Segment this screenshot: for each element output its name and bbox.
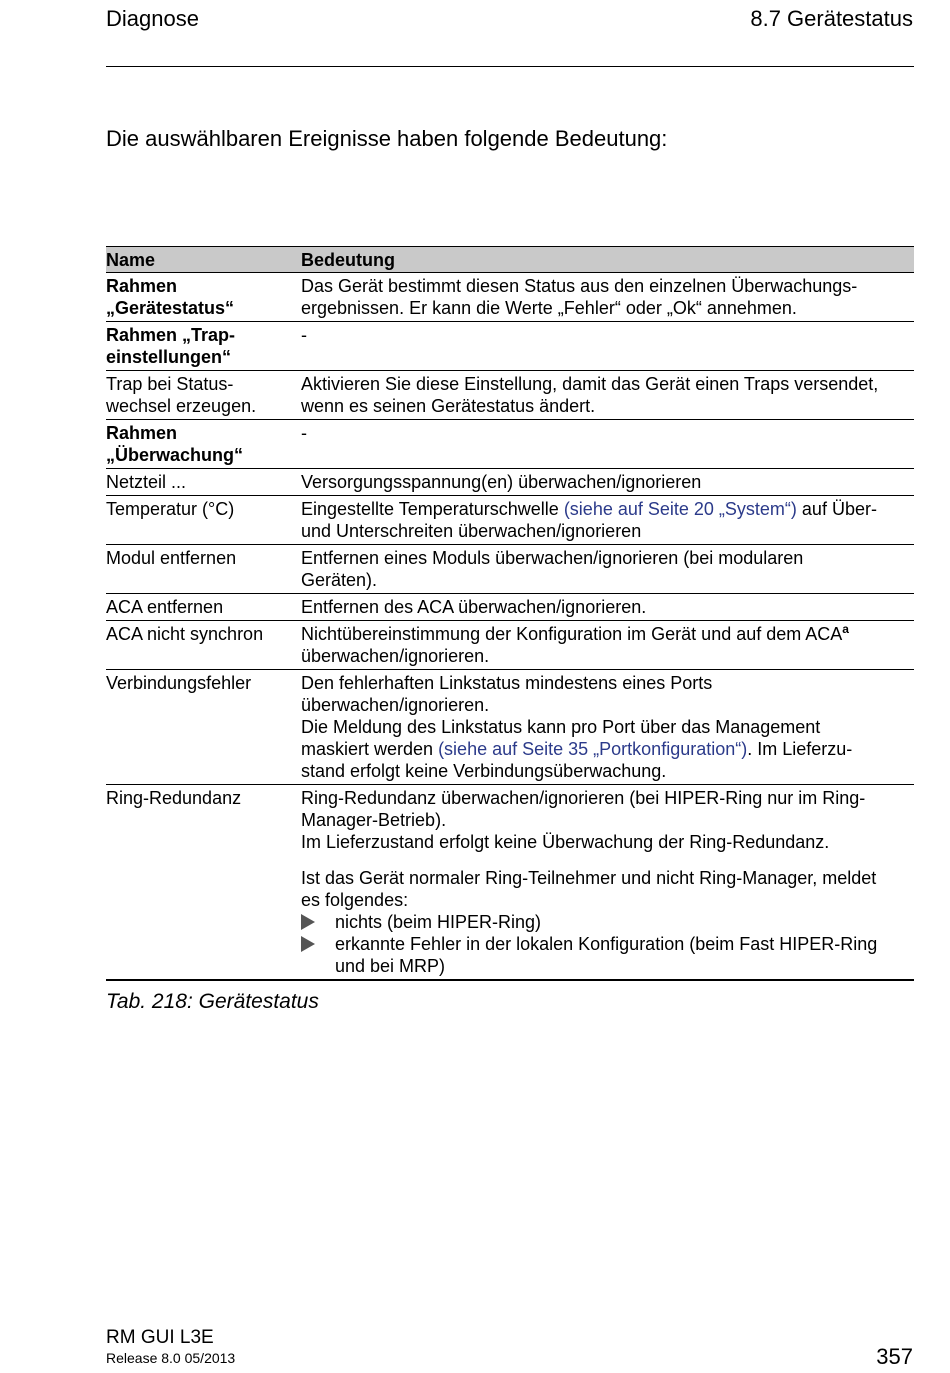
- intro-text: Die auswählbaren Ereignisse haben folgende Bedeutung:: [106, 126, 668, 151]
- row-meaning: Aktivieren Sie diese Einstellung, damit das Gerät einen Traps versendet, wenn es seinen Gerätestatus ändert.: [301, 371, 914, 420]
- table-row: [106, 670, 914, 785]
- row-name: Ring-Redundanz: [106, 785, 301, 981]
- table-row: [106, 322, 914, 371]
- footer-doc-title: RM GUI L3E: [106, 1327, 214, 1348]
- triangle-bullet-icon: [301, 936, 315, 952]
- row-name: Trap bei Status- wechsel erzeugen.: [106, 371, 301, 420]
- footer-release: Release 8.0 05/2013: [106, 1350, 236, 1366]
- row-meaning: Den fehlerhaften Linkstatus mindestens eines Ports überwachen/ignorieren. Die Meldung des Linkstatus kann pro Port über das Management maskiert werden (siehe auf Seite 35 „Portkonfiguration“). Im Lieferzu- stand erfolgt keine Verbindungsüberwachung.: [301, 670, 914, 785]
- row-meaning: -: [301, 322, 914, 371]
- row-name: Rahmen „Trap- einstellungen“: [106, 322, 301, 371]
- page-link-portkonfiguration[interactable]: (siehe auf Seite 35 „Portkonfiguration“): [438, 739, 748, 759]
- row-meaning: Entfernen des ACA überwachen/ignorieren.: [301, 594, 914, 621]
- row-name: Temperatur (°C): [106, 496, 301, 545]
- table-row: [106, 621, 914, 670]
- header-rule: [106, 66, 914, 67]
- table-header-row: [106, 247, 914, 273]
- row-meaning: Versorgungsspannung(en) überwachen/ignorieren: [301, 469, 914, 496]
- col-header-name: Name: [106, 247, 301, 273]
- status-table: [106, 246, 914, 981]
- row-meaning: Eingestellte Temperaturschwelle (siehe auf Seite 20 „System“) auf Über- und Unterschreiten überwachen/ignorieren: [301, 496, 914, 545]
- header-chapter: Diagnose: [106, 6, 199, 31]
- footnote-marker: a: [842, 622, 849, 636]
- header-section: 8.7 Gerätestatus: [750, 6, 913, 31]
- row-meaning: Das Gerät bestimmt diesen Status aus den einzelnen Überwachungs- ergebnissen. Er kann die Werte „Fehler“ oder „Ok“ annehmen.: [301, 273, 914, 322]
- row-name: ACA nicht synchron: [106, 621, 301, 670]
- row-name: Verbindungsfehler: [106, 670, 301, 785]
- row-meaning: Entfernen eines Moduls überwachen/ignorieren (bei modularen Geräten).: [301, 545, 914, 594]
- table-row: [106, 371, 914, 420]
- page-link-system[interactable]: (siehe auf Seite 20 „System“): [563, 499, 797, 519]
- row-meaning: -: [301, 420, 914, 469]
- bullet-item: erkannte Fehler in der lokalen Konfiguration (beim Fast HIPER-Ring und bei MRP): [301, 933, 906, 977]
- triangle-bullet-icon: [301, 914, 315, 930]
- row-meaning: Ring-Redundanz überwachen/ignorieren (bei HIPER-Ring nur im Ring- Manager-Betrieb). Im Lieferzustand erfolgt keine Überwachung der Ring-Redundanz. Ist das Gerät normaler Ring-Teilnehmer und nicht Ring-Manager, meldet es folgendes: nichts (beim HIPER-Ring) erkannte Fehler in der lokalen Konfiguration (beim Fast HIPER-Ring und bei MRP): [301, 785, 914, 981]
- row-name: Rahmen „Überwachung“: [106, 420, 301, 469]
- row-name: Rahmen „Gerätestatus“: [106, 273, 301, 322]
- table-row: [106, 594, 914, 621]
- table-row: [106, 785, 914, 981]
- page-number: 357: [876, 1344, 913, 1369]
- row-name: ACA entfernen: [106, 594, 301, 621]
- row-meaning: Nichtübereinstimmung der Konfiguration im Gerät und auf dem ACA$^a$ überwachen/ignorieren.: [301, 621, 914, 670]
- bullet-item: nichts (beim HIPER-Ring): [301, 911, 906, 933]
- table-row: [106, 273, 914, 322]
- table-row: [106, 496, 914, 545]
- table-row: [106, 420, 914, 469]
- table-row: [106, 545, 914, 594]
- col-header-meaning: Bedeutung: [301, 247, 914, 273]
- row-name: Modul entfernen: [106, 545, 301, 594]
- row-name: Netzteil ...: [106, 469, 301, 496]
- table-caption: Tab. 218: Gerätestatus: [106, 990, 319, 1013]
- table-row: [106, 469, 914, 496]
